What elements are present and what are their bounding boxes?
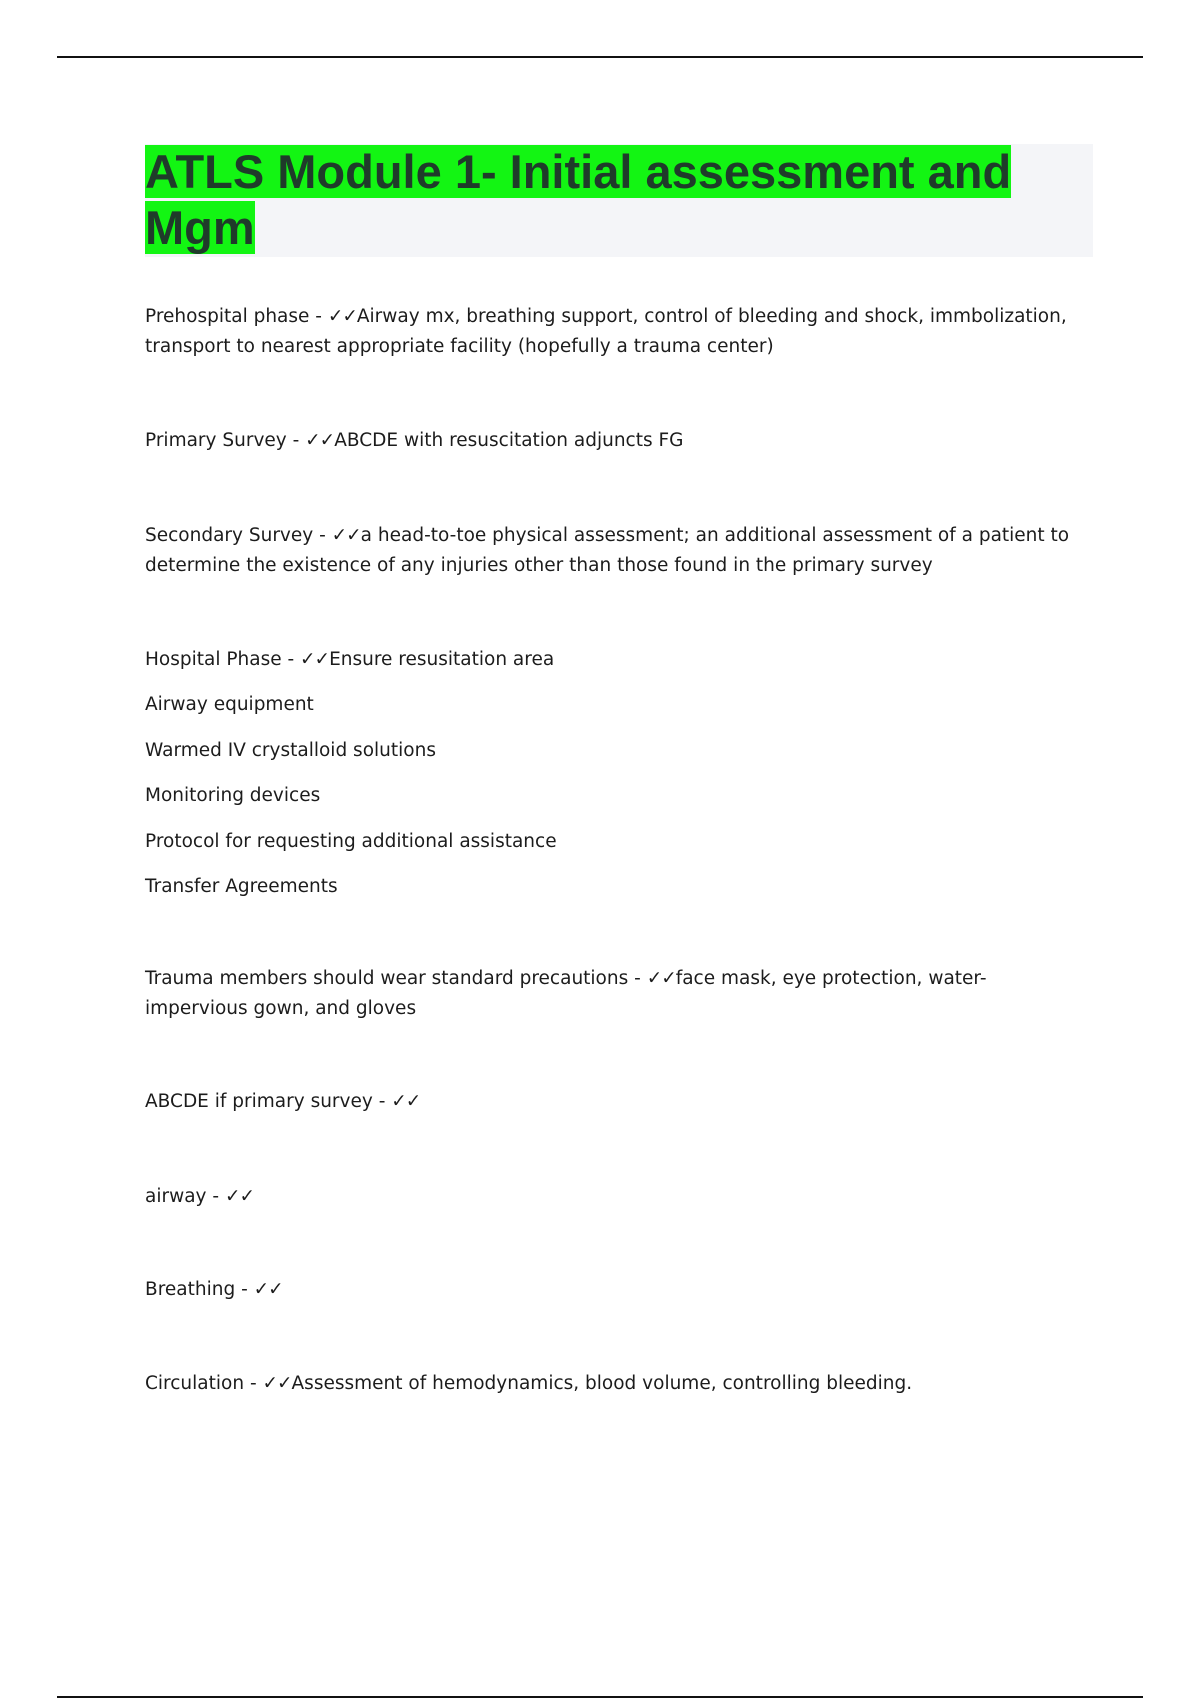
qa-item	[145, 1087, 1085, 1117]
qa-item	[145, 521, 1085, 581]
qa-definition: ABCDE with resuscitation adjuncts FG	[334, 430, 684, 451]
qa-item	[145, 1182, 1085, 1212]
page-title	[145, 144, 1045, 256]
qa-definition: Ensure resusitation area	[329, 649, 555, 670]
qa-separator: -	[244, 1373, 263, 1394]
double-check-icon: ✓✓	[327, 306, 357, 327]
qa-item	[145, 426, 1085, 456]
qa-item	[145, 1369, 1085, 1399]
qa-term: Secondary Survey	[145, 525, 314, 546]
list-item: Airway equipment	[145, 694, 314, 715]
qa-definition: a head-to-toe physical assessment; an additional assessment of a patient to determine the existence of any injuries other than those found in the primary survey	[145, 525, 1070, 576]
qa-separator: -	[206, 1186, 225, 1207]
double-check-icon: ✓✓	[300, 649, 330, 670]
double-check-icon: ✓✓	[305, 430, 335, 451]
double-check-icon: ✓✓	[646, 968, 676, 989]
double-check-icon: ✓✓	[331, 525, 361, 546]
qa-item	[145, 302, 1085, 362]
list-item: Monitoring devices	[145, 785, 321, 806]
qa-item	[145, 1275, 1085, 1305]
qa-term: Trauma members should wear standard precautions	[145, 968, 629, 989]
list-item: Protocol for requesting additional assistance	[145, 831, 557, 852]
list-item: Warmed IV crystalloid solutions	[145, 740, 436, 761]
qa-term: airway	[145, 1186, 207, 1207]
title-block	[145, 144, 1093, 257]
qa-term: Circulation	[145, 1373, 245, 1394]
qa-term: Prehospital phase	[145, 306, 310, 327]
qa-separator: -	[309, 306, 328, 327]
qa-definition: Assessment of hemodynamics, blood volume, controlling bleeding.	[291, 1373, 913, 1394]
list-item: Transfer Agreements	[145, 876, 338, 897]
qa-term: Hospital Phase	[145, 649, 282, 670]
double-check-icon: ✓✓	[391, 1091, 421, 1112]
qa-item	[145, 645, 1085, 675]
double-check-icon: ✓✓	[224, 1186, 254, 1207]
qa-term: Breathing	[145, 1279, 236, 1300]
qa-definition: Airway mx, breathing support, control of bleeding and shock, immbolization, transport to nearest appropriate facility (hopefully a trauma center)	[145, 306, 1067, 357]
qa-term: Primary Survey	[145, 430, 287, 451]
double-check-icon: ✓✓	[253, 1279, 283, 1300]
header-rule	[57, 56, 1143, 58]
qa-separator: -	[372, 1091, 392, 1112]
qa-definition: face mask, eye protection, water-impervious gown, and gloves	[145, 968, 987, 1019]
qa-separator: -	[235, 1279, 254, 1300]
qa-item	[145, 964, 1085, 1024]
qa-separator: -	[281, 649, 301, 670]
qa-separator: -	[286, 430, 306, 451]
qa-separator: -	[313, 525, 332, 546]
qa-separator: -	[628, 968, 647, 989]
title-highlight: ATLS Module 1- Initial assessment and Mgm	[145, 145, 1012, 254]
footer-rule	[57, 1696, 1143, 1698]
double-check-icon: ✓✓	[262, 1373, 292, 1394]
qa-term: ABCDE if primary survey	[145, 1091, 373, 1112]
